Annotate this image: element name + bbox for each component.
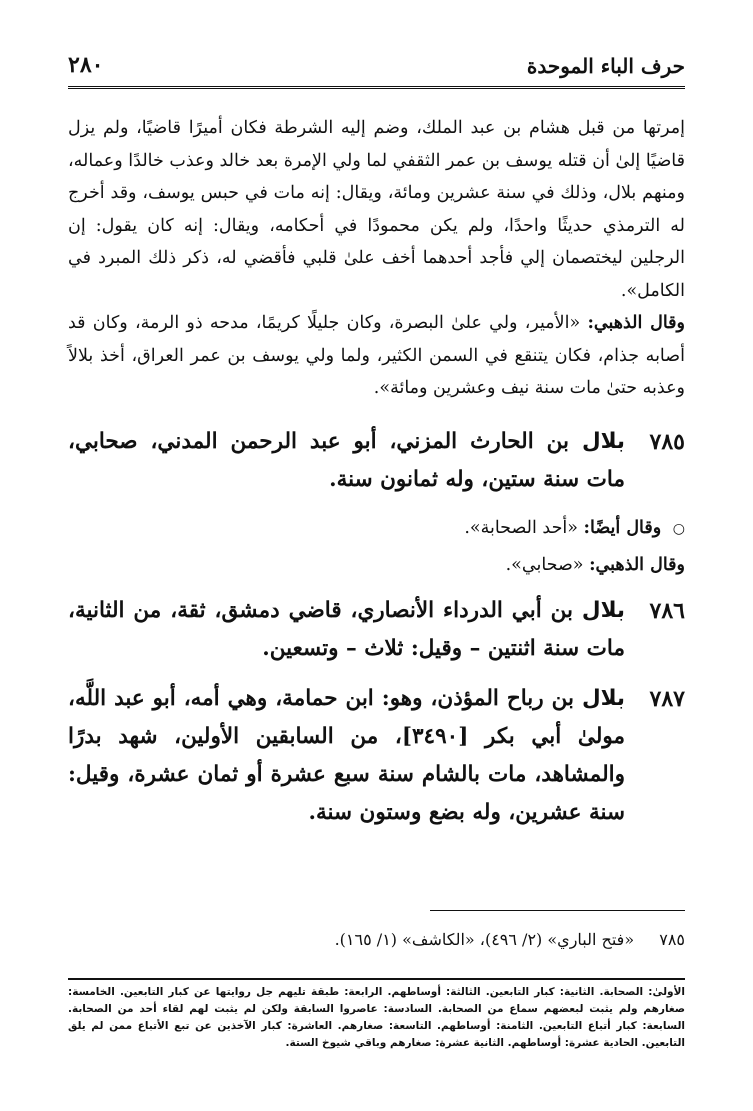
- legend-divider: [68, 978, 685, 980]
- entry-note: [68, 550, 685, 580]
- entry-number: ٧٨٥: [649, 428, 685, 455]
- paragraph-lead: وقال الذهبي:: [587, 313, 685, 333]
- chapter-title: حرف الباء الموحدة: [526, 54, 685, 78]
- entry-785: [68, 423, 685, 499]
- entry-name: بلال: [581, 685, 625, 711]
- note-text: «صحابي».: [505, 554, 584, 575]
- footnote-text: «فتح الباري» (٢/ ٤٩٦)، «الكاشف» (١/ ١٦٥).: [334, 930, 635, 949]
- entry-name: بلال: [581, 597, 625, 623]
- entry-number: ٧٨٦: [649, 597, 685, 624]
- paragraph-text: «الأمير، ولي علىٰ البصرة، وكان جليلًا كريمًا، مدحه ذو الرمة، وكان قد أصابه جذام، فكان يتنقع في السمن الكثير، ولما ولي يوسف بن عمر العراق، أخذ بلالاً وعذبه حتىٰ مات سنة نيف وعشرين ومائة».: [68, 313, 685, 398]
- entry-text: [68, 592, 625, 668]
- tabaqat-legend: الأولىٰ: الصحابة. الثانية: كبار التابعين. الثالثة: أوساطهم. الرابعة: طبقة تليهم جل روايتها عن كبار التابعين. الخامسة: صغارهم ولم يثبت لبعضهم سماع من الصحابة. السادسة: عاصروا السابقة ولكن لم يثبت لهم لقاء أحد من الصحابة. السابعة: كبار أتباع التابعين. الثامنة: أوساطهم. التاسعة: صغارهم. العاشرة: كبار الآخذين عن تبع الأتباع ممن لم يلق التابعين. الحادية عشرة: أوساطهم. الثانية عشرة: صغارهم وباقي شيوخ الستة.: [68, 986, 685, 1049]
- entry-body: بن أبي الدرداء الأنصاري، قاضي دمشق، ثقة، من الثانية، مات سنة اثنتين – وقيل: ثلاث – وتسعين.: [68, 597, 625, 661]
- circle-marker: ○: [672, 520, 685, 537]
- paragraph-continuation: [68, 112, 685, 307]
- footnote: [68, 928, 685, 952]
- entry-number: ٧٨٧: [649, 685, 685, 712]
- entry-name: بلال: [581, 428, 625, 454]
- note-lead: وقال الذهبي:: [589, 554, 685, 575]
- entry-text: [68, 680, 625, 832]
- note-lead: وقال أيضًا:: [583, 517, 662, 538]
- footnote-divider: [430, 910, 685, 911]
- entry-body: بن رباح المؤذن، وهو: ابن حمامة، وهي أمه، أبو عبد اللَّه، مولىٰ أبي بكر [٣٤٩٠]، من السابقين الأولين، شهد بدرًا والمشاهد، مات بالشام سنة سبع عشرة أو ثمان عشرة، وقيل: سنة عشرين، وله بضع وستون سنة.: [68, 685, 626, 825]
- footnote-number: ٧٨٥: [659, 930, 685, 949]
- note-text: «أحد الصحابة».: [464, 517, 578, 538]
- paragraph-text: إمرتها من قبل هشام بن عبد الملك، وضم إليه الشرطة فكان أميرًا قاضيًا، ولم يزل قاضيًا إلىٰ أن قتله يوسف بن عمر الثقفي لما ولي الإمرة بعد خالد وعذب خالدًا وعماله، ومنهم بلال، وذلك في سنة عشرين ومائة، ويقال: إنه مات في حبس يوسف، وقد أخرج له الترمذي حديثًا واحدًا، ولم يكن محمودًا في أحكامه، ويقال: إنه كان يقول: إن الرجلين ليختصمان إلي فأجد أحدهما أخف علىٰ قلبي فأقضي له، ذكر ذلك المبرد في الكامل».: [68, 118, 685, 301]
- page-number: ٢٨٠: [68, 52, 104, 78]
- entry-786: [68, 592, 685, 668]
- paragraph-dhahabi: [68, 307, 685, 405]
- main-text: [68, 112, 685, 832]
- entry-note: [68, 513, 685, 544]
- entry-787: [68, 680, 685, 832]
- page-header: [68, 50, 685, 89]
- entry-text: [68, 423, 625, 499]
- entry-body: بن الحارث المزني، أبو عبد الرحمن المدني، صحابي، مات سنة ستين، وله ثمانون سنة.: [68, 428, 625, 492]
